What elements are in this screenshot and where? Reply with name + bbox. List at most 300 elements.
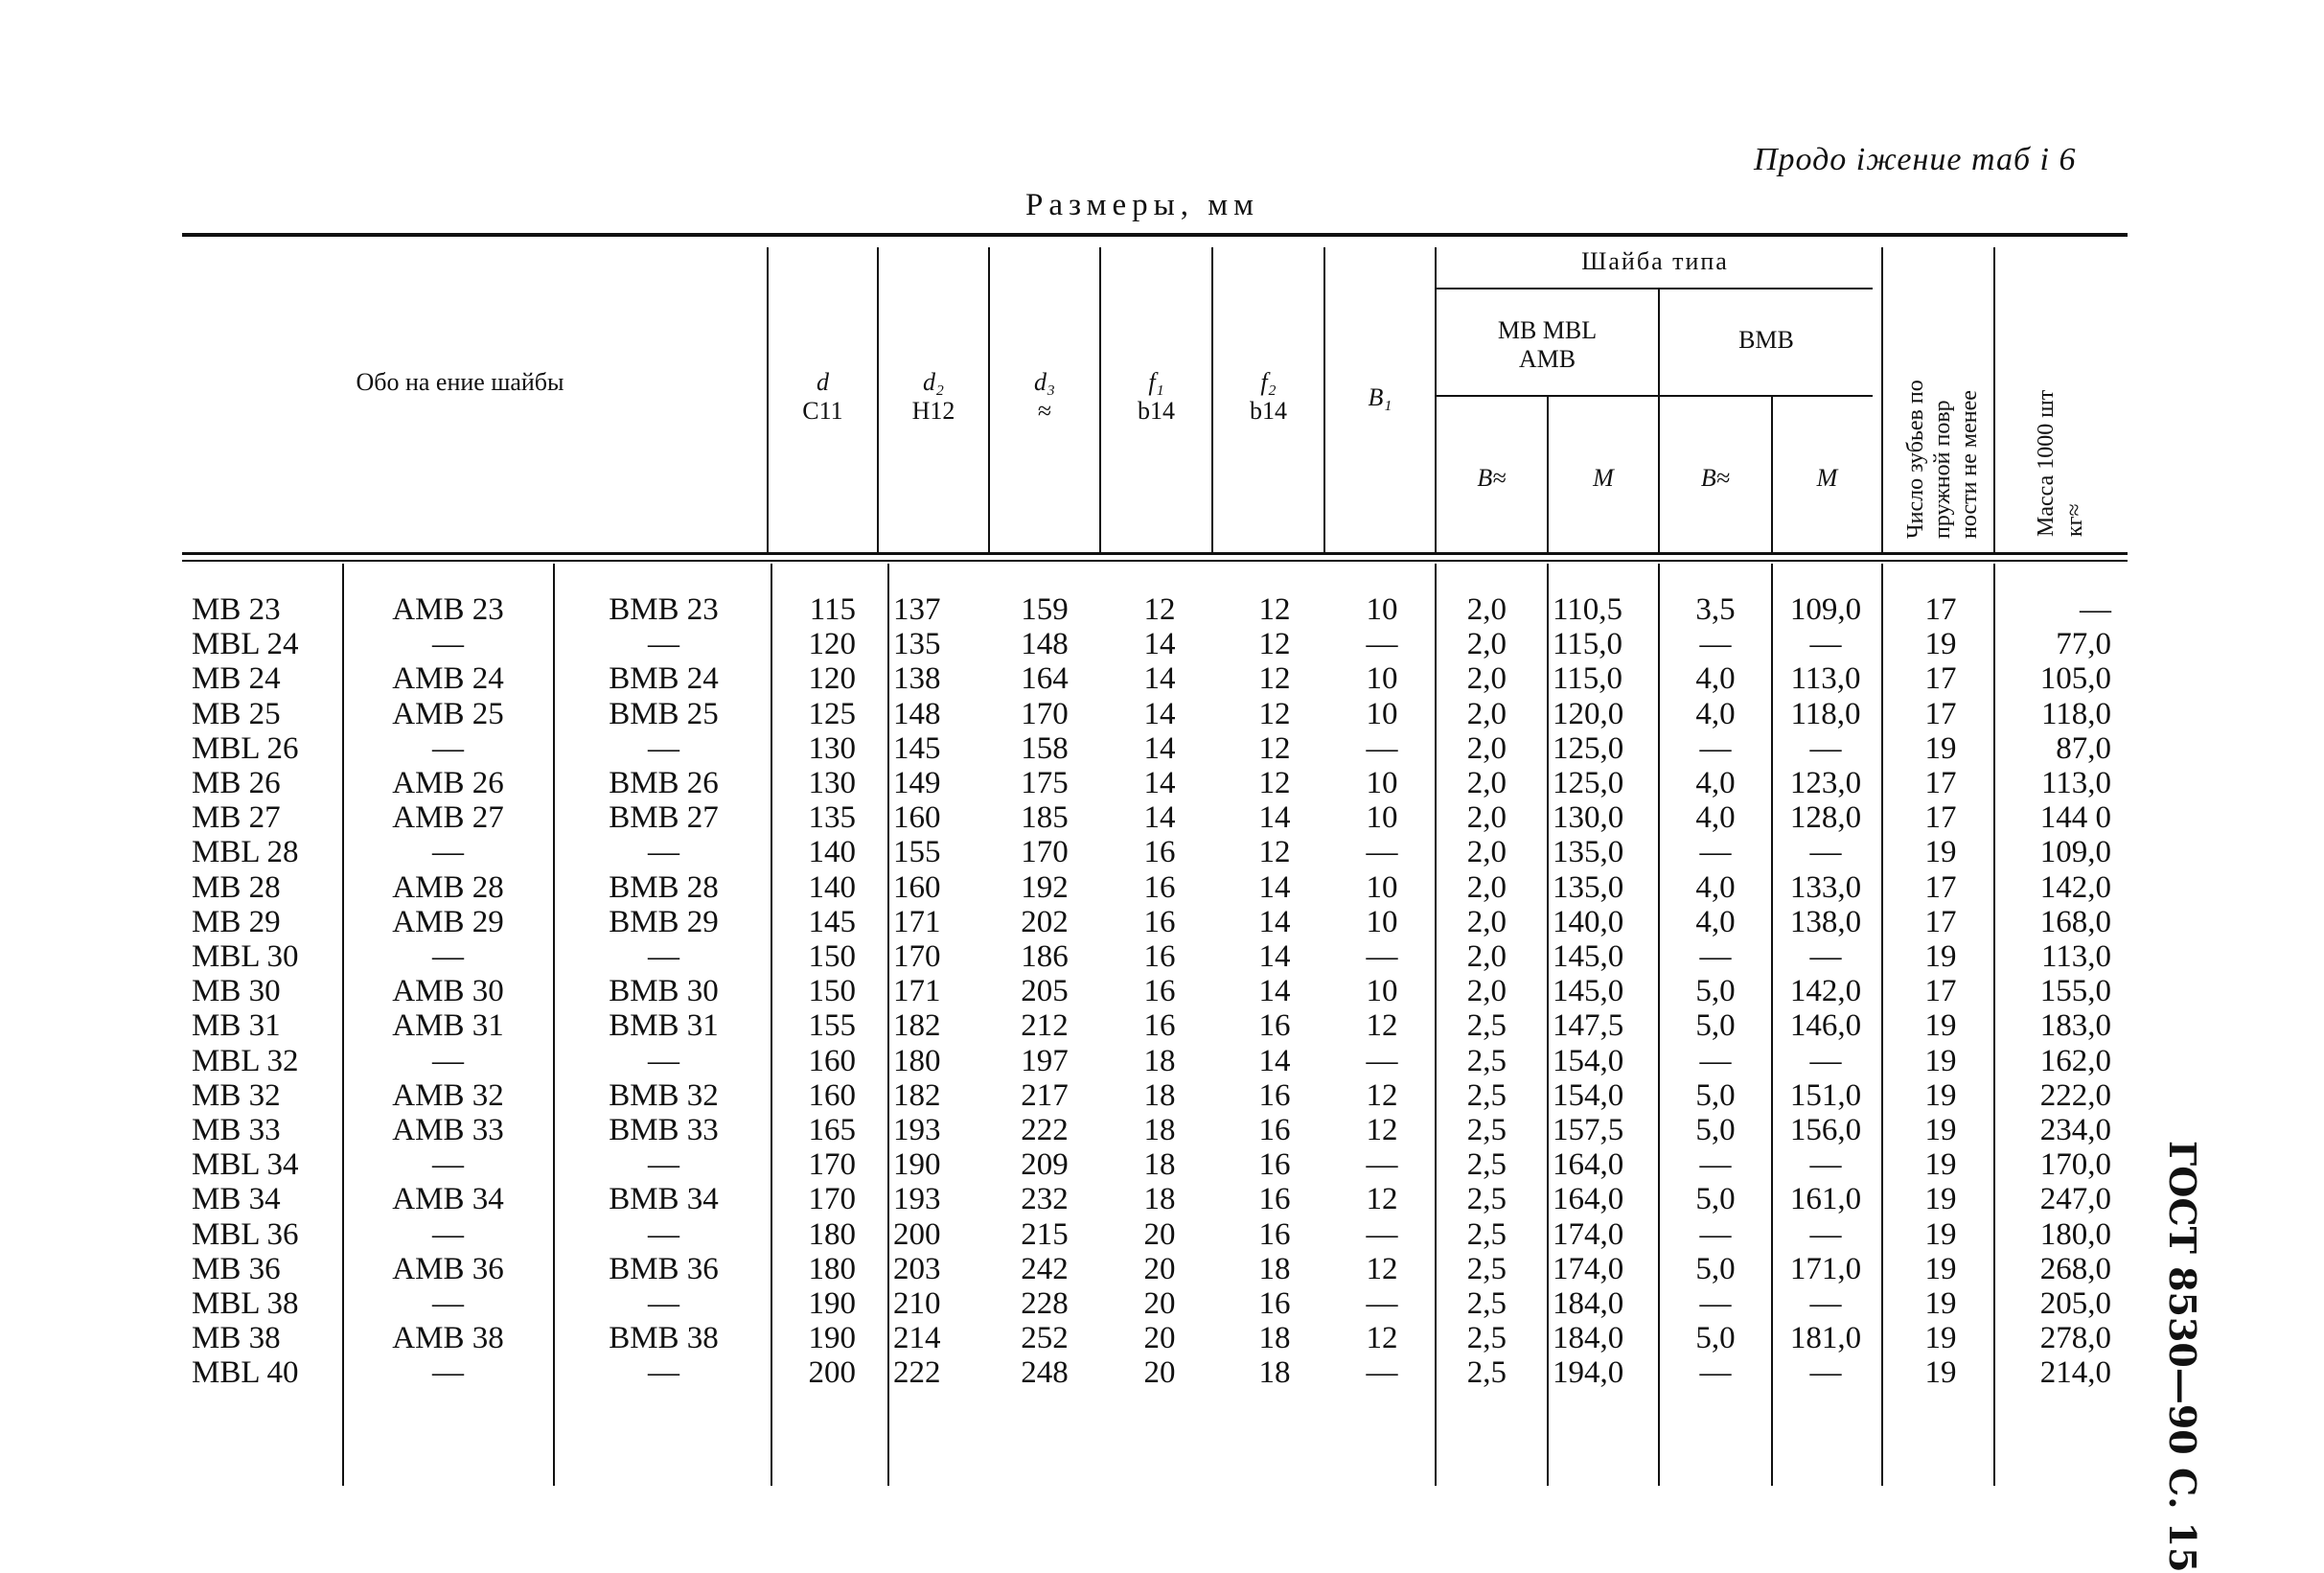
cell-mass: — bbox=[2080, 592, 2111, 627]
cell-m-1: 130,0 bbox=[1553, 800, 1624, 836]
cell-m-1: 194,0 bbox=[1553, 1355, 1624, 1391]
cell-m-1: 184,0 bbox=[1553, 1286, 1624, 1321]
cell-d3: 242 bbox=[1021, 1251, 1069, 1286]
cell-designation-bmb: — bbox=[648, 730, 679, 766]
cell-d3: 175 bbox=[1021, 766, 1069, 800]
cell-d: 125 bbox=[808, 696, 856, 731]
cell-d2: 138 bbox=[893, 661, 941, 697]
cell-designation-bmb: BMB 26 bbox=[609, 766, 719, 800]
cell-d: 180 bbox=[808, 1216, 856, 1252]
cell-b-approx-2: 5,0 bbox=[1695, 1251, 1736, 1286]
cell-d3: 212 bbox=[1021, 1008, 1069, 1044]
cell-d2: 171 bbox=[893, 974, 941, 1009]
cell-m-1: 145,0 bbox=[1553, 974, 1624, 1009]
body-col-divider bbox=[771, 564, 772, 1486]
cell-designation-amb: AMB 29 bbox=[392, 904, 504, 939]
cell-m-2: 123,0 bbox=[1789, 766, 1862, 800]
cell-b-approx-1: 2,5 bbox=[1466, 1077, 1507, 1113]
cell-f2: 18 bbox=[1258, 1355, 1291, 1391]
cell-d2: 193 bbox=[893, 1113, 941, 1147]
cell-designation-mb: MB 32 bbox=[192, 1077, 281, 1113]
cell-b-approx-2: 4,0 bbox=[1695, 696, 1736, 731]
cell-b-approx-2: — bbox=[1699, 1216, 1732, 1252]
cell-f1: 14 bbox=[1143, 800, 1176, 836]
cell-b-approx-2: 4,0 bbox=[1695, 904, 1736, 939]
cell-b1: 12 bbox=[1366, 1113, 1398, 1147]
cell-m-1: 140,0 bbox=[1553, 904, 1624, 939]
cell-teeth: 17 bbox=[1924, 904, 1957, 939]
cell-designation-mb: MBL 30 bbox=[192, 939, 299, 974]
cell-m-1: 147,5 bbox=[1553, 1008, 1624, 1044]
cell-teeth: 17 bbox=[1924, 696, 1957, 731]
cell-b-approx-2: 4,0 bbox=[1695, 800, 1736, 836]
cell-d2: 214 bbox=[893, 1321, 941, 1356]
cell-f2: 16 bbox=[1258, 1182, 1291, 1217]
cell-b-approx-1: 2,0 bbox=[1466, 696, 1507, 731]
cell-b-approx-1: 2,0 bbox=[1466, 730, 1507, 766]
cell-f2: 12 bbox=[1258, 696, 1291, 731]
cell-b-approx-1: 2,5 bbox=[1466, 1355, 1507, 1391]
cell-d: 130 bbox=[808, 766, 856, 800]
cell-designation-amb: AMB 33 bbox=[392, 1113, 504, 1147]
header-bottom-rule-2 bbox=[182, 560, 2128, 562]
cell-f2: 16 bbox=[1258, 1008, 1291, 1044]
cell-teeth: 19 bbox=[1924, 1043, 1957, 1078]
cell-d: 150 bbox=[808, 974, 856, 1009]
header-m-2 bbox=[1773, 464, 1881, 493]
cell-d: 145 bbox=[808, 904, 856, 939]
cell-f1: 14 bbox=[1143, 627, 1176, 662]
cell-b-approx-1: 2,0 bbox=[1466, 800, 1507, 836]
cell-d3: 170 bbox=[1021, 696, 1069, 731]
cell-d3: 228 bbox=[1021, 1286, 1069, 1321]
cell-designation-amb: AMB 27 bbox=[392, 800, 504, 836]
cell-d2: 193 bbox=[893, 1182, 941, 1217]
cell-d2: 149 bbox=[893, 766, 941, 800]
cell-d3: 148 bbox=[1021, 627, 1069, 662]
cell-designation-mb: MB 26 bbox=[192, 766, 281, 800]
cell-b-approx-1: 2,0 bbox=[1466, 766, 1507, 800]
cell-teeth: 19 bbox=[1924, 939, 1957, 974]
cell-d2: 135 bbox=[893, 627, 941, 662]
cell-d2: 148 bbox=[893, 696, 941, 731]
cell-m-2: — bbox=[1809, 939, 1842, 974]
cell-designation-bmb: BMB 31 bbox=[609, 1008, 719, 1044]
cell-designation-bmb: BMB 38 bbox=[609, 1321, 719, 1356]
cell-m-1: 184,0 bbox=[1553, 1321, 1624, 1356]
cell-d3: 222 bbox=[1021, 1113, 1069, 1147]
cell-b1: 12 bbox=[1366, 1077, 1398, 1113]
cell-designation-mb: MB 33 bbox=[192, 1113, 281, 1147]
cell-f1: 20 bbox=[1143, 1216, 1176, 1252]
cell-d: 180 bbox=[808, 1251, 856, 1286]
cell-m-2: 109,0 bbox=[1789, 592, 1862, 627]
cell-mass: 105,0 bbox=[2039, 661, 2111, 697]
cell-b-approx-2: 5,0 bbox=[1695, 1077, 1736, 1113]
body-col-divider bbox=[1435, 564, 1437, 1486]
cell-d: 150 bbox=[808, 939, 856, 974]
cell-designation-mb: MB 30 bbox=[192, 974, 281, 1009]
cell-b-approx-1: 2,0 bbox=[1466, 627, 1507, 662]
header-designation: Обо на ение шайбы bbox=[356, 368, 564, 396]
table-continuation-label: Продо іжение таб і 6 bbox=[1754, 142, 2077, 177]
cell-mass: 142,0 bbox=[2039, 869, 2111, 905]
cell-m-2: — bbox=[1809, 1043, 1842, 1078]
cell-f1: 16 bbox=[1143, 1008, 1176, 1044]
cell-designation-mb: MBL 36 bbox=[192, 1216, 299, 1252]
cell-d3: 205 bbox=[1021, 974, 1069, 1009]
cell-b-approx-2: 3,5 bbox=[1695, 592, 1736, 627]
cell-b1: 10 bbox=[1366, 696, 1398, 731]
cell-m-1: 115,0 bbox=[1553, 661, 1623, 697]
cell-f2: 12 bbox=[1258, 661, 1291, 697]
cell-f1: 16 bbox=[1143, 939, 1176, 974]
cell-m-1: 125,0 bbox=[1553, 766, 1624, 800]
cell-b1: 12 bbox=[1366, 1182, 1398, 1217]
cell-f2: 14 bbox=[1258, 974, 1291, 1009]
cell-b1: — bbox=[1366, 1286, 1398, 1321]
body-col-divider bbox=[1658, 564, 1660, 1486]
cell-mass: 118,0 bbox=[2040, 696, 2111, 731]
cell-m-2: 113,0 bbox=[1790, 661, 1861, 697]
cell-d3: 232 bbox=[1021, 1182, 1069, 1217]
header-f1 bbox=[1101, 368, 1211, 426]
cell-b-approx-1: 2,5 bbox=[1466, 1113, 1507, 1147]
cell-d: 120 bbox=[808, 661, 856, 697]
cell-designation-bmb: BMB 24 bbox=[609, 661, 719, 697]
cell-designation-mb: MB 38 bbox=[192, 1321, 281, 1356]
cell-d: 130 bbox=[808, 730, 856, 766]
cell-b1: 10 bbox=[1366, 869, 1398, 905]
header-group-bmb: BMB bbox=[1738, 326, 1794, 354]
cell-b1: 10 bbox=[1366, 661, 1398, 697]
cell-teeth: 19 bbox=[1924, 835, 1957, 870]
cell-mass: 168,0 bbox=[2039, 904, 2111, 939]
header-d-symbol: d bbox=[817, 368, 829, 396]
cell-m-1: 164,0 bbox=[1553, 1147, 1624, 1183]
cell-b-approx-1: 2,5 bbox=[1466, 1008, 1507, 1044]
cell-designation-bmb: — bbox=[648, 1286, 679, 1321]
cell-d2: 180 bbox=[893, 1043, 941, 1078]
cell-b1: 12 bbox=[1366, 1251, 1398, 1286]
header-b1 bbox=[1325, 383, 1435, 412]
cell-b-approx-2: — bbox=[1699, 1043, 1732, 1078]
cell-designation-bmb: BMB 25 bbox=[609, 696, 719, 731]
cell-mass: 214,0 bbox=[2039, 1355, 2111, 1391]
header-bottom-rule bbox=[182, 552, 2128, 555]
cell-designation-bmb: — bbox=[648, 835, 679, 870]
cell-designation-amb: AMB 32 bbox=[392, 1077, 504, 1113]
cell-teeth: 17 bbox=[1924, 592, 1957, 627]
cell-b-approx-2: 5,0 bbox=[1695, 1113, 1736, 1147]
cell-b1: — bbox=[1366, 1355, 1398, 1391]
cell-designation-amb: AMB 24 bbox=[392, 661, 504, 697]
cell-f1: 14 bbox=[1143, 730, 1176, 766]
cell-f2: 18 bbox=[1258, 1251, 1291, 1286]
cell-f2: 14 bbox=[1258, 1043, 1291, 1078]
header-f1-tolerance: b14 bbox=[1138, 397, 1175, 425]
cell-b1: 10 bbox=[1366, 766, 1398, 800]
cell-designation-bmb: BMB 30 bbox=[609, 974, 719, 1009]
cell-b-approx-2: 4,0 bbox=[1695, 766, 1736, 800]
cell-b1: 10 bbox=[1366, 800, 1398, 836]
cell-teeth: 19 bbox=[1924, 1182, 1957, 1217]
cell-f1: 20 bbox=[1143, 1321, 1176, 1356]
cell-b-approx-2: — bbox=[1699, 939, 1732, 974]
cell-m-2: — bbox=[1809, 730, 1842, 766]
cell-teeth: 19 bbox=[1924, 1113, 1957, 1147]
cell-designation-bmb: — bbox=[648, 939, 679, 974]
cell-m-1: 145,0 bbox=[1553, 939, 1624, 974]
cell-d: 200 bbox=[808, 1355, 856, 1391]
cell-d2: 160 bbox=[893, 800, 941, 836]
cell-b1: — bbox=[1366, 939, 1398, 974]
cell-d3: 158 bbox=[1021, 730, 1069, 766]
cell-f1: 18 bbox=[1143, 1113, 1176, 1147]
cell-b-approx-1: 2,0 bbox=[1466, 939, 1507, 974]
header-group-mb-mbl-amb: MB MBL AMB bbox=[1497, 316, 1598, 373]
cell-designation-mb: MBL 34 bbox=[192, 1147, 299, 1183]
cell-f1: 20 bbox=[1143, 1355, 1176, 1391]
cell-designation-bmb: — bbox=[648, 1043, 679, 1078]
header-d-tolerance: C11 bbox=[802, 397, 843, 425]
cell-m-2: 133,0 bbox=[1789, 869, 1862, 905]
cell-b-approx-1: 2,0 bbox=[1466, 904, 1507, 939]
cell-designation-mb: MBL 32 bbox=[192, 1043, 299, 1078]
header-f2-symbol: f₂ bbox=[1260, 368, 1277, 396]
cell-mass: 268,0 bbox=[2039, 1251, 2111, 1286]
cell-m-1: 135,0 bbox=[1553, 869, 1624, 905]
cell-b-approx-2: 4,0 bbox=[1695, 661, 1736, 697]
cell-m-1: 135,0 bbox=[1553, 835, 1624, 870]
header-f2-tolerance: b14 bbox=[1250, 397, 1287, 425]
cell-f2: 14 bbox=[1258, 939, 1291, 974]
cell-designation-mb: MB 31 bbox=[192, 1008, 281, 1044]
cell-teeth: 19 bbox=[1924, 1321, 1957, 1356]
cell-m-2: 181,0 bbox=[1789, 1321, 1862, 1356]
cell-designation-bmb: BMB 29 bbox=[609, 904, 719, 939]
cell-mass: 222,0 bbox=[2039, 1077, 2111, 1113]
cell-f1: 12 bbox=[1143, 592, 1176, 627]
cell-f1: 18 bbox=[1143, 1147, 1176, 1183]
header-b-approx-2 bbox=[1660, 464, 1771, 493]
cell-designation-amb: AMB 36 bbox=[392, 1251, 504, 1286]
cell-d3: 209 bbox=[1021, 1147, 1069, 1183]
cell-m-1: 174,0 bbox=[1553, 1251, 1624, 1286]
cell-b1: 12 bbox=[1366, 1008, 1398, 1044]
cell-d2: 160 bbox=[893, 869, 941, 905]
cell-f1: 16 bbox=[1143, 869, 1176, 905]
cell-designation-amb: AMB 25 bbox=[392, 696, 504, 731]
cell-designation-bmb: BMB 33 bbox=[609, 1113, 719, 1147]
cell-m-2: 128,0 bbox=[1789, 800, 1862, 836]
cell-designation-mb: MB 23 bbox=[192, 592, 281, 627]
cell-d2: 137 bbox=[893, 592, 941, 627]
header-d2 bbox=[879, 368, 988, 426]
cell-designation-bmb: — bbox=[648, 1355, 679, 1391]
cell-teeth: 19 bbox=[1924, 1216, 1957, 1252]
cell-designation-mb: MB 25 bbox=[192, 696, 281, 731]
cell-f1: 16 bbox=[1143, 974, 1176, 1009]
header-b1-symbol: B₁ bbox=[1368, 383, 1392, 411]
cell-d: 160 bbox=[808, 1077, 856, 1113]
cell-m-2: — bbox=[1809, 1355, 1842, 1391]
cell-b-approx-2: — bbox=[1699, 1355, 1732, 1391]
cell-b-approx-1: 2,5 bbox=[1466, 1321, 1507, 1356]
cell-designation-amb: AMB 31 bbox=[392, 1008, 504, 1044]
cell-m-2: — bbox=[1809, 1147, 1842, 1183]
cell-d3: 164 bbox=[1021, 661, 1069, 697]
cell-f2: 14 bbox=[1258, 904, 1291, 939]
cell-d2: 200 bbox=[893, 1216, 941, 1252]
cell-designation-amb: AMB 23 bbox=[392, 592, 504, 627]
cell-f1: 16 bbox=[1143, 835, 1176, 870]
cell-designation-amb: — bbox=[432, 730, 464, 766]
cell-m-2: — bbox=[1809, 1216, 1842, 1252]
cell-b-approx-1: 2,0 bbox=[1466, 869, 1507, 905]
units-caption: Размеры, мм bbox=[1025, 188, 1260, 222]
cell-b-approx-1: 2,5 bbox=[1466, 1043, 1507, 1078]
cell-designation-bmb: — bbox=[648, 1216, 679, 1252]
cell-designation-mb: MB 24 bbox=[192, 661, 281, 697]
cell-b-approx-1: 2,5 bbox=[1466, 1182, 1507, 1217]
cell-m-1: 164,0 bbox=[1553, 1182, 1624, 1217]
cell-b1: 12 bbox=[1366, 1321, 1398, 1356]
cell-f1: 14 bbox=[1143, 661, 1176, 697]
cell-mass: 278,0 bbox=[2039, 1321, 2111, 1356]
cell-d3: 185 bbox=[1021, 800, 1069, 836]
cell-f2: 16 bbox=[1258, 1077, 1291, 1113]
cell-b-approx-1: 2,0 bbox=[1466, 974, 1507, 1009]
cell-b-approx-2: — bbox=[1699, 835, 1732, 870]
cell-teeth: 17 bbox=[1924, 800, 1957, 836]
cell-m-2: 171,0 bbox=[1789, 1251, 1862, 1286]
body-col-divider bbox=[887, 564, 889, 1486]
cell-f1: 20 bbox=[1143, 1251, 1176, 1286]
cell-mass: 180,0 bbox=[2039, 1216, 2111, 1252]
header-d3-symbol: d₃ bbox=[1033, 368, 1056, 396]
cell-teeth: 19 bbox=[1924, 1286, 1957, 1321]
cell-d2: 210 bbox=[893, 1286, 941, 1321]
cell-d3: 186 bbox=[1021, 939, 1069, 974]
cell-f1: 16 bbox=[1143, 904, 1176, 939]
cell-m-1: 154,0 bbox=[1553, 1043, 1624, 1078]
cell-d2: 155 bbox=[893, 835, 941, 870]
cell-m-2: — bbox=[1809, 835, 1842, 870]
cell-f2: 16 bbox=[1258, 1147, 1291, 1183]
cell-m-2: — bbox=[1809, 1286, 1842, 1321]
cell-f1: 18 bbox=[1143, 1043, 1176, 1078]
standard-page-code: ГОСТ 8530—90 С. 15 bbox=[2161, 1141, 2204, 1573]
header-d2-tolerance: H12 bbox=[911, 397, 955, 425]
cell-designation-amb: AMB 26 bbox=[392, 766, 504, 800]
cell-m-2: 118,0 bbox=[1790, 696, 1861, 731]
header-d2-symbol: d₂ bbox=[922, 368, 945, 396]
cell-mass: 183,0 bbox=[2039, 1008, 2111, 1044]
cell-f1: 18 bbox=[1143, 1077, 1176, 1113]
cell-mass: 77,0 bbox=[2056, 627, 2111, 662]
body-col-divider bbox=[1993, 564, 1995, 1486]
cell-designation-mb: MBL 40 bbox=[192, 1355, 299, 1391]
cell-designation-bmb: BMB 28 bbox=[609, 869, 719, 905]
cell-designation-bmb: — bbox=[648, 1147, 679, 1183]
cell-b-approx-2: — bbox=[1699, 1286, 1732, 1321]
cell-mass: 144 0 bbox=[2039, 800, 2111, 836]
cell-f2: 16 bbox=[1258, 1216, 1291, 1252]
cell-designation-amb: — bbox=[432, 835, 464, 870]
cell-b1: — bbox=[1366, 1043, 1398, 1078]
cell-designation-bmb: — bbox=[648, 627, 679, 662]
cell-b-approx-1: 2,5 bbox=[1466, 1216, 1507, 1252]
cell-d: 120 bbox=[808, 627, 856, 662]
cell-d: 190 bbox=[808, 1286, 856, 1321]
cell-m-2: 146,0 bbox=[1789, 1008, 1862, 1044]
cell-d: 155 bbox=[808, 1008, 856, 1044]
cell-designation-amb: AMB 38 bbox=[392, 1321, 504, 1356]
cell-teeth: 19 bbox=[1924, 1147, 1957, 1183]
cell-designation-mb: MB 34 bbox=[192, 1182, 281, 1217]
cell-teeth: 19 bbox=[1924, 627, 1957, 662]
cell-b1: 10 bbox=[1366, 974, 1398, 1009]
cell-d: 160 bbox=[808, 1043, 856, 1078]
cell-mass: 113,0 bbox=[2040, 766, 2111, 800]
cell-m-2: 151,0 bbox=[1789, 1077, 1862, 1113]
header-washer-type: Шайба типа bbox=[1581, 247, 1729, 275]
cell-b-approx-1: 2,0 bbox=[1466, 592, 1507, 627]
cell-d2: 145 bbox=[893, 730, 941, 766]
cell-f1: 14 bbox=[1143, 766, 1176, 800]
cell-designation-bmb: BMB 32 bbox=[609, 1077, 719, 1113]
cell-b-approx-1: 2,0 bbox=[1466, 835, 1507, 870]
cell-designation-amb: AMB 28 bbox=[392, 869, 504, 905]
cell-f2: 12 bbox=[1258, 592, 1291, 627]
cell-designation-mb: MB 36 bbox=[192, 1251, 281, 1286]
cell-m-2: 138,0 bbox=[1789, 904, 1862, 939]
header-teeth-count: Число зубьев по пружной повр ности не менее bbox=[1903, 380, 1982, 539]
cell-designation-amb: — bbox=[432, 1216, 464, 1252]
cell-f1: 14 bbox=[1143, 696, 1176, 731]
cell-designation-amb: — bbox=[432, 1355, 464, 1391]
cell-f2: 16 bbox=[1258, 1113, 1291, 1147]
body-col-divider bbox=[342, 564, 344, 1486]
cell-d: 135 bbox=[808, 800, 856, 836]
cell-f2: 14 bbox=[1258, 800, 1291, 836]
table-top-rule bbox=[182, 233, 2128, 237]
cell-d3: 248 bbox=[1021, 1355, 1069, 1391]
cell-b-approx-2: 5,0 bbox=[1695, 1182, 1736, 1217]
cell-designation-bmb: BMB 27 bbox=[609, 800, 719, 836]
header-d bbox=[769, 368, 877, 426]
cell-m-2: — bbox=[1809, 627, 1842, 662]
cell-m-1: 120,0 bbox=[1553, 696, 1624, 731]
cell-b1: — bbox=[1366, 730, 1398, 766]
header-d3 bbox=[990, 368, 1099, 426]
cell-designation-amb: — bbox=[432, 939, 464, 974]
cell-b1: — bbox=[1366, 1216, 1398, 1252]
header-f2 bbox=[1213, 368, 1323, 426]
cell-m-1: 115,0 bbox=[1553, 627, 1623, 662]
cell-d2: 182 bbox=[893, 1008, 941, 1044]
cell-b-approx-1: 2,5 bbox=[1466, 1147, 1507, 1183]
cell-b-approx-2: — bbox=[1699, 730, 1732, 766]
cell-d3: 197 bbox=[1021, 1043, 1069, 1078]
cell-b1: 10 bbox=[1366, 904, 1398, 939]
col-divider bbox=[1435, 247, 1437, 552]
cell-mass: 247,0 bbox=[2039, 1182, 2111, 1217]
cell-b-approx-2: — bbox=[1699, 1147, 1732, 1183]
cell-m-1: 157,5 bbox=[1553, 1113, 1624, 1147]
cell-teeth: 19 bbox=[1924, 730, 1957, 766]
